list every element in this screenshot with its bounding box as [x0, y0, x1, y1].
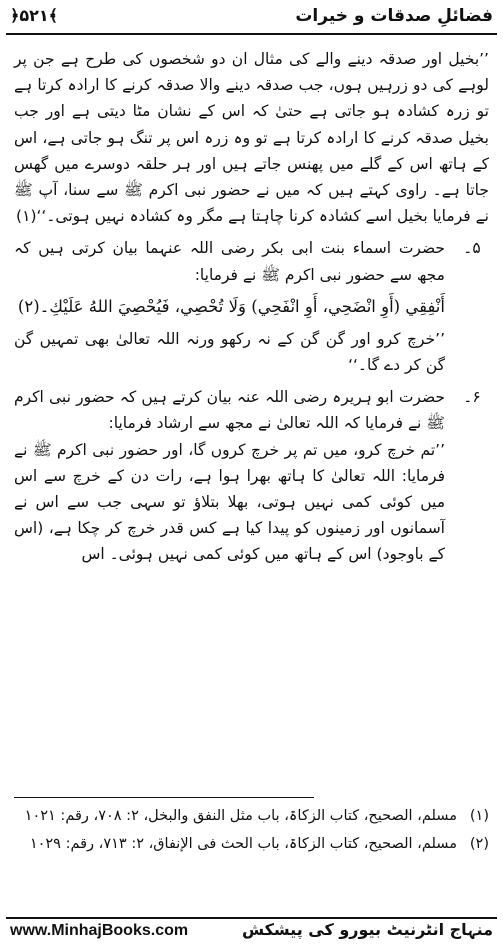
- footer-url: www.MinhajBooks.com: [10, 922, 189, 939]
- hadith-6-text: حضرت ابو ہریرہ رضی اللہ عنہ بیان کرتے ہیں کہ حضور نبی اکرم ﷺ نے فرمایا کہ اللہ تعالیٰ نے مجھ سے ارشاد فرمایا:: [14, 388, 445, 433]
- hadith-6-number: ۶۔: [463, 388, 481, 407]
- hadith-5-number: ۵۔: [463, 239, 481, 258]
- book-title: فضائلِ صدقات و خیرات: [295, 6, 493, 26]
- footer-divider: [6, 917, 497, 919]
- hadith-6-body: [14, 437, 489, 568]
- footnote-text: مسلم، الصحیح، کتاب الزکاۃ، باب الحث فی الإنفاق، ۲: ۷۱۳، رقم: ۱۰۲۹: [29, 836, 457, 852]
- footnote-number: (۱): [469, 808, 489, 824]
- header-divider: [6, 33, 497, 35]
- footnote-item: [14, 804, 489, 828]
- footer-credit: منہاج انٹرنیٹ بیورو کی پیشکش: [241, 920, 493, 939]
- hadith-5-body: [14, 292, 489, 378]
- hadith-5-arabic: أَنْفِقِي (أَوِ انْضَحِي، أَوِ انْفَحِي) وَلَا تُحْصِي، فَيُحْصِيَ اللهُ عَلَيْكِ۔(۲): [17, 296, 445, 316]
- footnote-number: (۲): [469, 836, 489, 852]
- hadith-5-translation: ’’خرچ کرو اور گن گن کے نہ رکھو ورنہ اللہ تعالیٰ بھی تمہیں گن گن کر دے گا۔‘‘: [14, 329, 445, 375]
- main-content: [14, 46, 489, 568]
- page-number: ﴿۵۲۱﴾: [10, 6, 59, 25]
- hadith-6-quote: ’’تم خرچ کرو، میں تم پر خرچ کروں گا، اور حضور نبی اکرم ﷺ نے فرمایا: اللہ تعالیٰ کا ہاتھ بھرا ہوا ہے، رات دن کے خرچ سے اس میں کوئی کمی نہیں ہوتی، بھلا بتلاؤ تو سہی جب سے اس نے آسمانوں اور زمینوں کو پیدا کیا ہے کس قدر خرچ کر چکا ہے، (اس کے باوجود) اس کے ہاتھ میں کوئی کمی نہیں ہوئی۔ اس: [14, 440, 445, 564]
- page-header: [0, 0, 503, 36]
- footnote-item: [14, 832, 489, 856]
- hadith-quote-1: ’’بخیل اور صدقہ دینے والے کی مثال ان دو شخصوں کی طرح ہے جن پر لوہے کی دو زرہیں ہوں، جب صدقہ دینے والا صدقہ کرنے کا ارادہ کرتا ہے تو زرہ کشادہ ہو جاتی ہے حتیٰ کہ اس کے نشان مٹا دیتی ہے اور جب بخیل صدقہ کرنے کا ارادہ کرتا ہے تو وہ زرہ اس پر تنگ ہو جاتی ہے، اس کے ہاتھ اس کے گلے میں پھنس جاتے ہیں اور ہر حلقہ دوسرے میں گھس جاتا ہے۔ راوی کہتے ہیں کہ میں نے حضور نبی اکرم ﷺ سے سنا، آپ ﷺ نے فرمایا بخیل اسے کشادہ کرنا چاہتا ہے مگر وہ کشادہ نہیں ہوتی۔‘‘(۱): [14, 50, 489, 226]
- hadith-5: [14, 235, 489, 287]
- footnote-text: مسلم، الصحیح، کتاب الزکاۃ، باب مثل النفق والبخل، ۲: ۷۰۸، رقم: ۱۰۲۱: [24, 808, 457, 824]
- hadith-6: [14, 384, 489, 436]
- footnote-divider: [14, 797, 314, 798]
- hadith-5-text: حضرت اسماء بنت ابی بکر رضی اللہ عنہما بیان کرتی ہیں کہ مجھ سے حضور نبی اکرم ﷺ نے فرمایا:: [14, 239, 445, 284]
- footnotes: [14, 804, 489, 860]
